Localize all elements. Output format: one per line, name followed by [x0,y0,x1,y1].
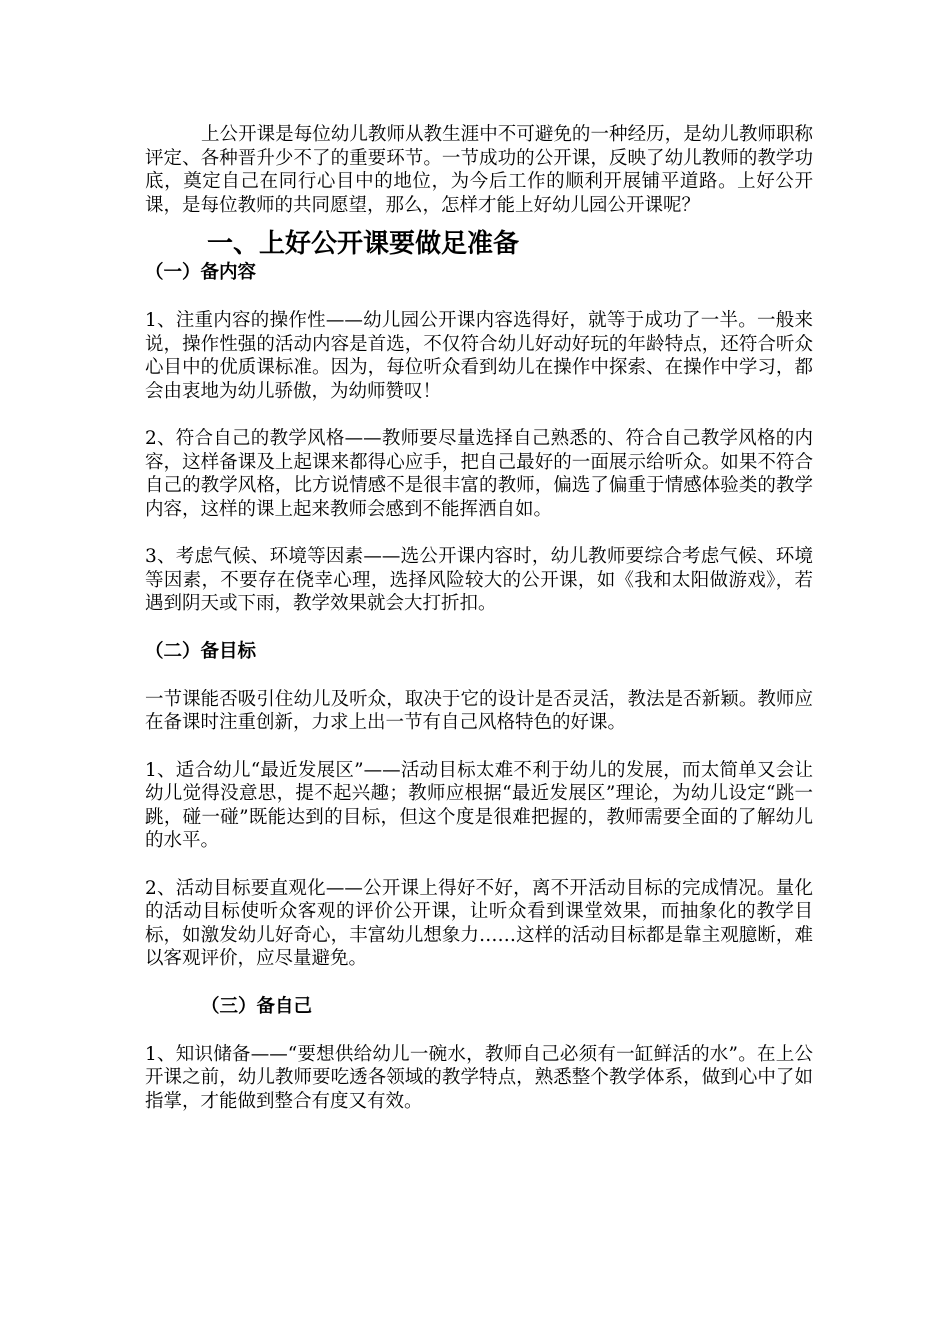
section-title-self: （三）备自己 [201,995,313,1017]
paragraph: 1、适合幼儿“最近发展区”——活动目标太难不利于幼儿的发展，而太简单又会让幼儿觉得没意思，提不起兴趣；教师应根据“最近发展区”理论，为幼儿设定“跳一跳，碰一碰”既能达到的目标，但这个度是很难把握的，教师需要全面的了解幼儿的水平。 [145,759,813,851]
paragraph: 一节课能否吸引住幼儿及听众，取决于它的设计是否灵活，教法是否新颖。教师应在备课时注重创新，力求上出一节有自己风格特色的好课。 [145,688,813,733]
paragraph: 3、考虑气候、环境等因素——选公开课内容时，幼儿教师要综合考虑气候、环境等因素，不要存在侥幸心理，选择风险较大的公开课，如《我和太阳做游戏》，若遇到阴天或下雨，教学效果就会大打折扣。 [145,546,813,614]
section-title-goals: （二）备目标 [145,640,257,662]
paragraph: 2、符合自己的教学风格——教师要尽量选择自己熟悉的、符合自己教学风格的内容，这样备课及上起课来都得心应手，把自己最好的一面展示给听众。如果不符合自己的教学风格，比方说情感不是很丰富的教师，偏选了偏重于情感体验类的教学内容，这样的课上起来教师会感到不能挥洒自如。 [145,428,813,520]
document-page [145,123,813,1113]
main-heading: 一、上好公开课要做足准备 [207,229,520,259]
paragraph: 2、活动目标要直观化——公开课上得好不好，离不开活动目标的完成情况。量化的活动目标使听众客观的评价公开课，让听众看到课堂效果，而抽象化的教学目标，如激发幼儿好奇心，丰富幼儿想象力……这样的活动目标都是靠主观臆断，难以客观评价，应尽量避免。 [145,877,813,969]
paragraph: 1、注重内容的操作性——幼儿园公开课内容选得好，就等于成功了一半。一般来说，操作性强的活动内容是首选，不仅符合幼儿好动好玩的年龄特点，还符合听众心目中的优质课标准。因为，每位听众看到幼儿在操作中探索、在操作中学习，都会由衷地为幼儿骄傲，为幼师赞叹！ [145,310,813,402]
paragraph: 1、知识储备——“要想供给幼儿一碗水，教师自己必须有一缸鲜活的水”。在上公开课之前，幼儿教师要吃透各领域的教学特点，熟悉整个教学体系，做到心中了如指掌，才能做到整合有度又有效。 [145,1043,813,1112]
section-title-content: （一）备内容 [145,262,257,283]
intro-paragraph: 上公开课是每位幼儿教师从教生涯中不可避免的一种经历，是幼儿教师职称评定、各种晋升少不了的重要环节。一节成功的公开课，反映了幼儿教师的教学功底，奠定自己在同行心目中的地位，为今后工作的顺利开展铺平道路。上好公开课，是每位教师的共同愿望，那么，怎样才能上好幼儿园公开课呢？ [145,124,813,216]
